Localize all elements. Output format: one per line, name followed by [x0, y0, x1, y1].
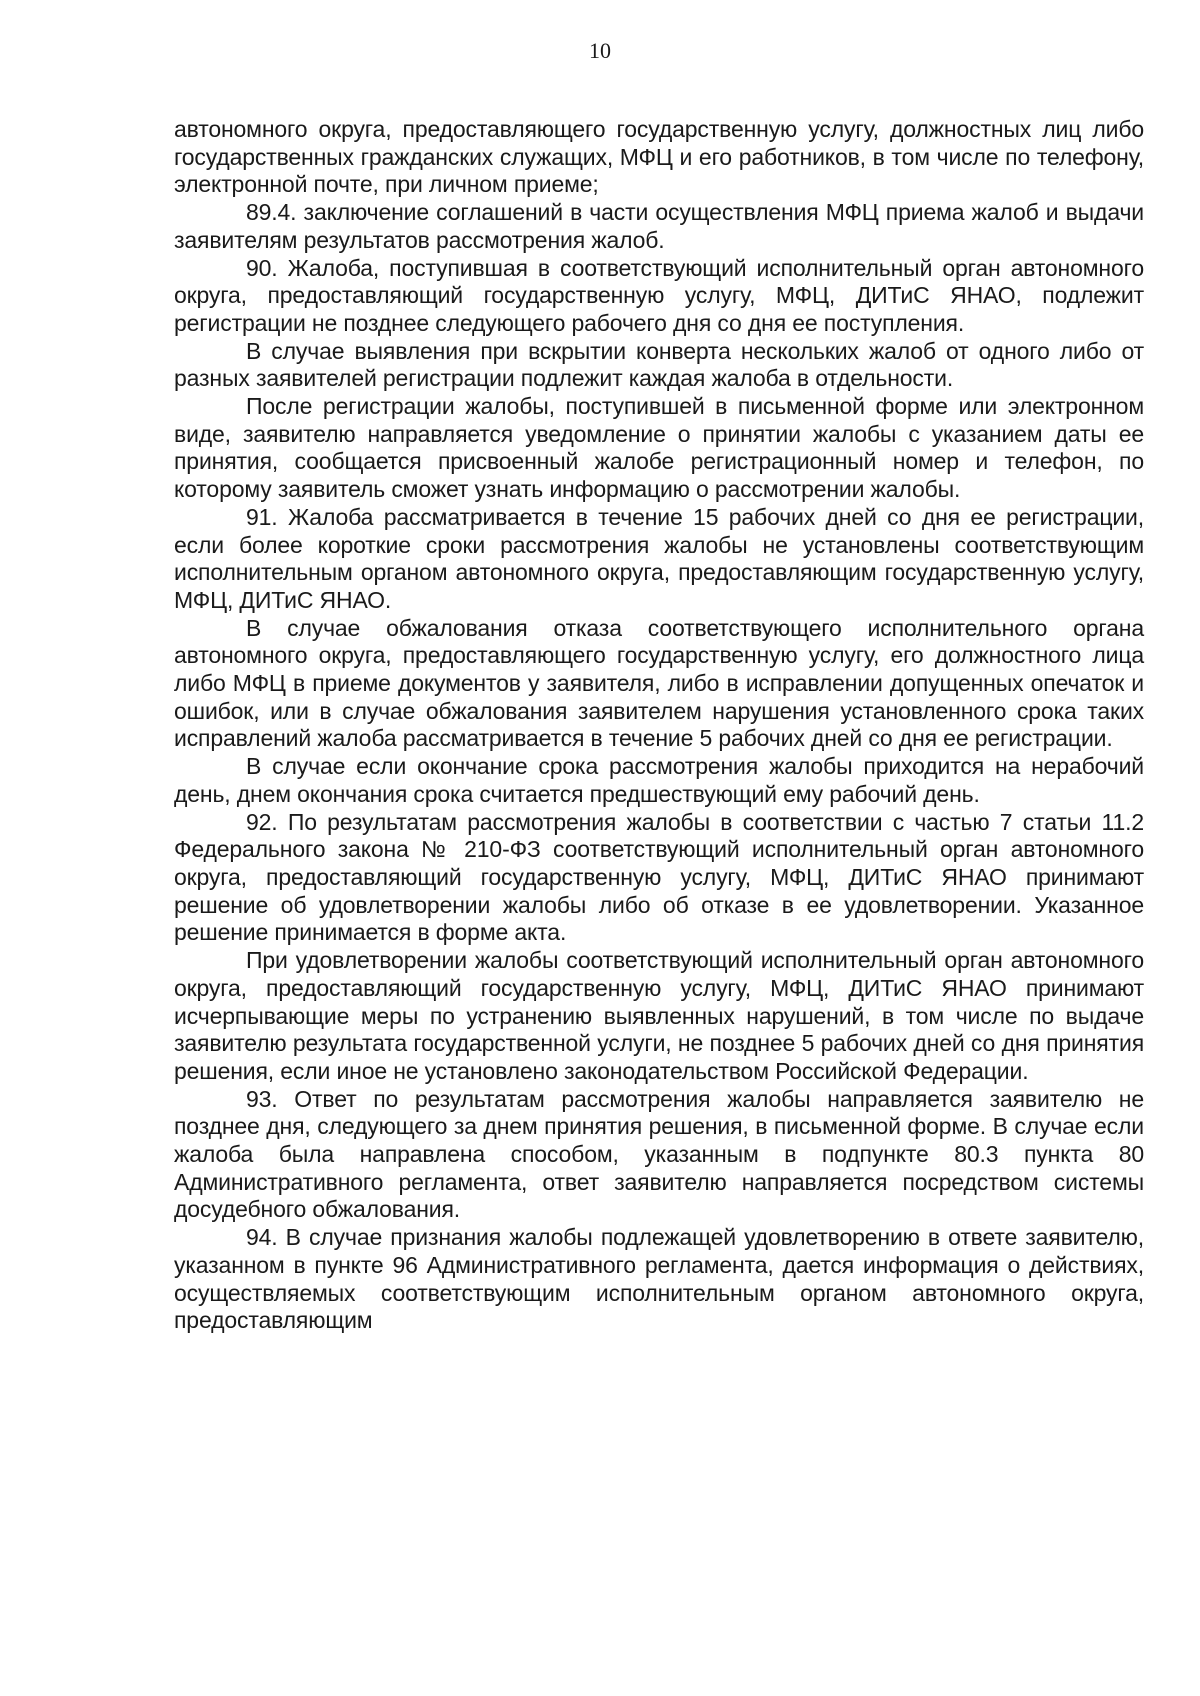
- paragraph: При удовлетворении жалобы соответствующий исполнительный орган автономного округа, предоставляющий государственную услугу, МФЦ, ДИТиС ЯНАО принимают исчерпывающие меры по устранению выявленных нарушений, в том числе по выдаче заявителю результата государственной услуги, не позднее 5 рабочих дней со дня принятия решения, если иное не установлено законодательством Российской Федерации.: [174, 947, 1144, 1084]
- paragraph-93: 93. Ответ по результатам рассмотрения жалобы направляется заявителю не позднее дня, следующего за днем принятия решения, в письменной форме. В случае если жалоба была направлена способом, указанным в подпункте 80.3 пункта 80 Административного регламента, ответ заявителю направляется посредством системы досудебного обжалования.: [174, 1085, 1144, 1223]
- paragraph-90: 90. Жалоба, поступившая в соответствующий исполнительный орган автономного округа, предоставляющий государственную услугу, МФЦ, ДИТиС ЯНАО, подлежит регистрации не позднее следующего рабочего дня со дня ее поступления.: [174, 254, 1144, 336]
- paragraph: автономного округа, предоставляющего государственную услугу, должностных лиц либо государственных гражданских служащих, МФЦ и его работников, в том числе по телефону, электронной почте, при личном приеме;: [174, 116, 1144, 198]
- paragraph: В случае обжалования отказа соответствующего исполнительного органа автономного округа, предоставляющего государственную услугу, его должностного лица либо МФЦ в приеме документов у заявителя, либо в исправлении допущенных опечаток и ошибок, или в случае обжалования заявителем нарушения установленного срока таких исправлений жалоба рассматривается в течение 5 рабочих дней со дня ее регистрации.: [174, 614, 1144, 752]
- paragraph: В случае если окончание срока рассмотрения жалобы приходится на нерабочий день, днем окончания срока считается предшествующий ему рабочий день.: [174, 753, 1144, 807]
- page-number: 10: [589, 38, 611, 63]
- paragraph-92: 92. По результатам рассмотрения жалобы в соответствии с частью 7 статьи 11.2 Федерального закона № 210-ФЗ соответствующий исполнительный орган автономного округа, предоставляющий государственную услугу, МФЦ, ДИТиС ЯНАО принимают решение об удовлетворении жалобы либо об отказе в ее удовлетворении. Указанное решение принимается в форме акта.: [174, 808, 1144, 946]
- paragraph-91: 91. Жалоба рассматривается в течение 15 рабочих дней со дня ее регистрации, если более короткие сроки рассмотрения жалобы не установлены соответствующим исполнительным органом автономного округа, предоставляющим государственную услугу, МФЦ, ДИТиС ЯНАО.: [174, 503, 1144, 613]
- document-body: [174, 116, 1144, 1335]
- paragraph: После регистрации жалобы, поступившей в письменной форме или электронном виде, заявителю направляется уведомление о принятии жалобы с указанием даты ее принятия, сообщается присвоенный жалобе регистрационный номер и телефон, по которому заявитель сможет узнать информацию о рассмотрении жалобы.: [174, 393, 1144, 503]
- paragraph-89-4: 89.4. заключение соглашений в части осуществления МФЦ приема жалоб и выдачи заявителям результатов рассмотрения жалоб.: [174, 199, 1144, 253]
- paragraph-94: 94. В случае признания жалобы подлежащей удовлетворению в ответе заявителю, указанном в пункте 96 Административного регламента, дается информация о действиях, осуществляемых соответствующим исполнительным органом автономного округа, предоставляющим: [174, 1224, 1144, 1334]
- paragraph: В случае выявления при вскрытии конверта нескольких жалоб от одного либо от разных заявителей регистрации подлежит каждая жалоба в отдельности.: [174, 337, 1144, 392]
